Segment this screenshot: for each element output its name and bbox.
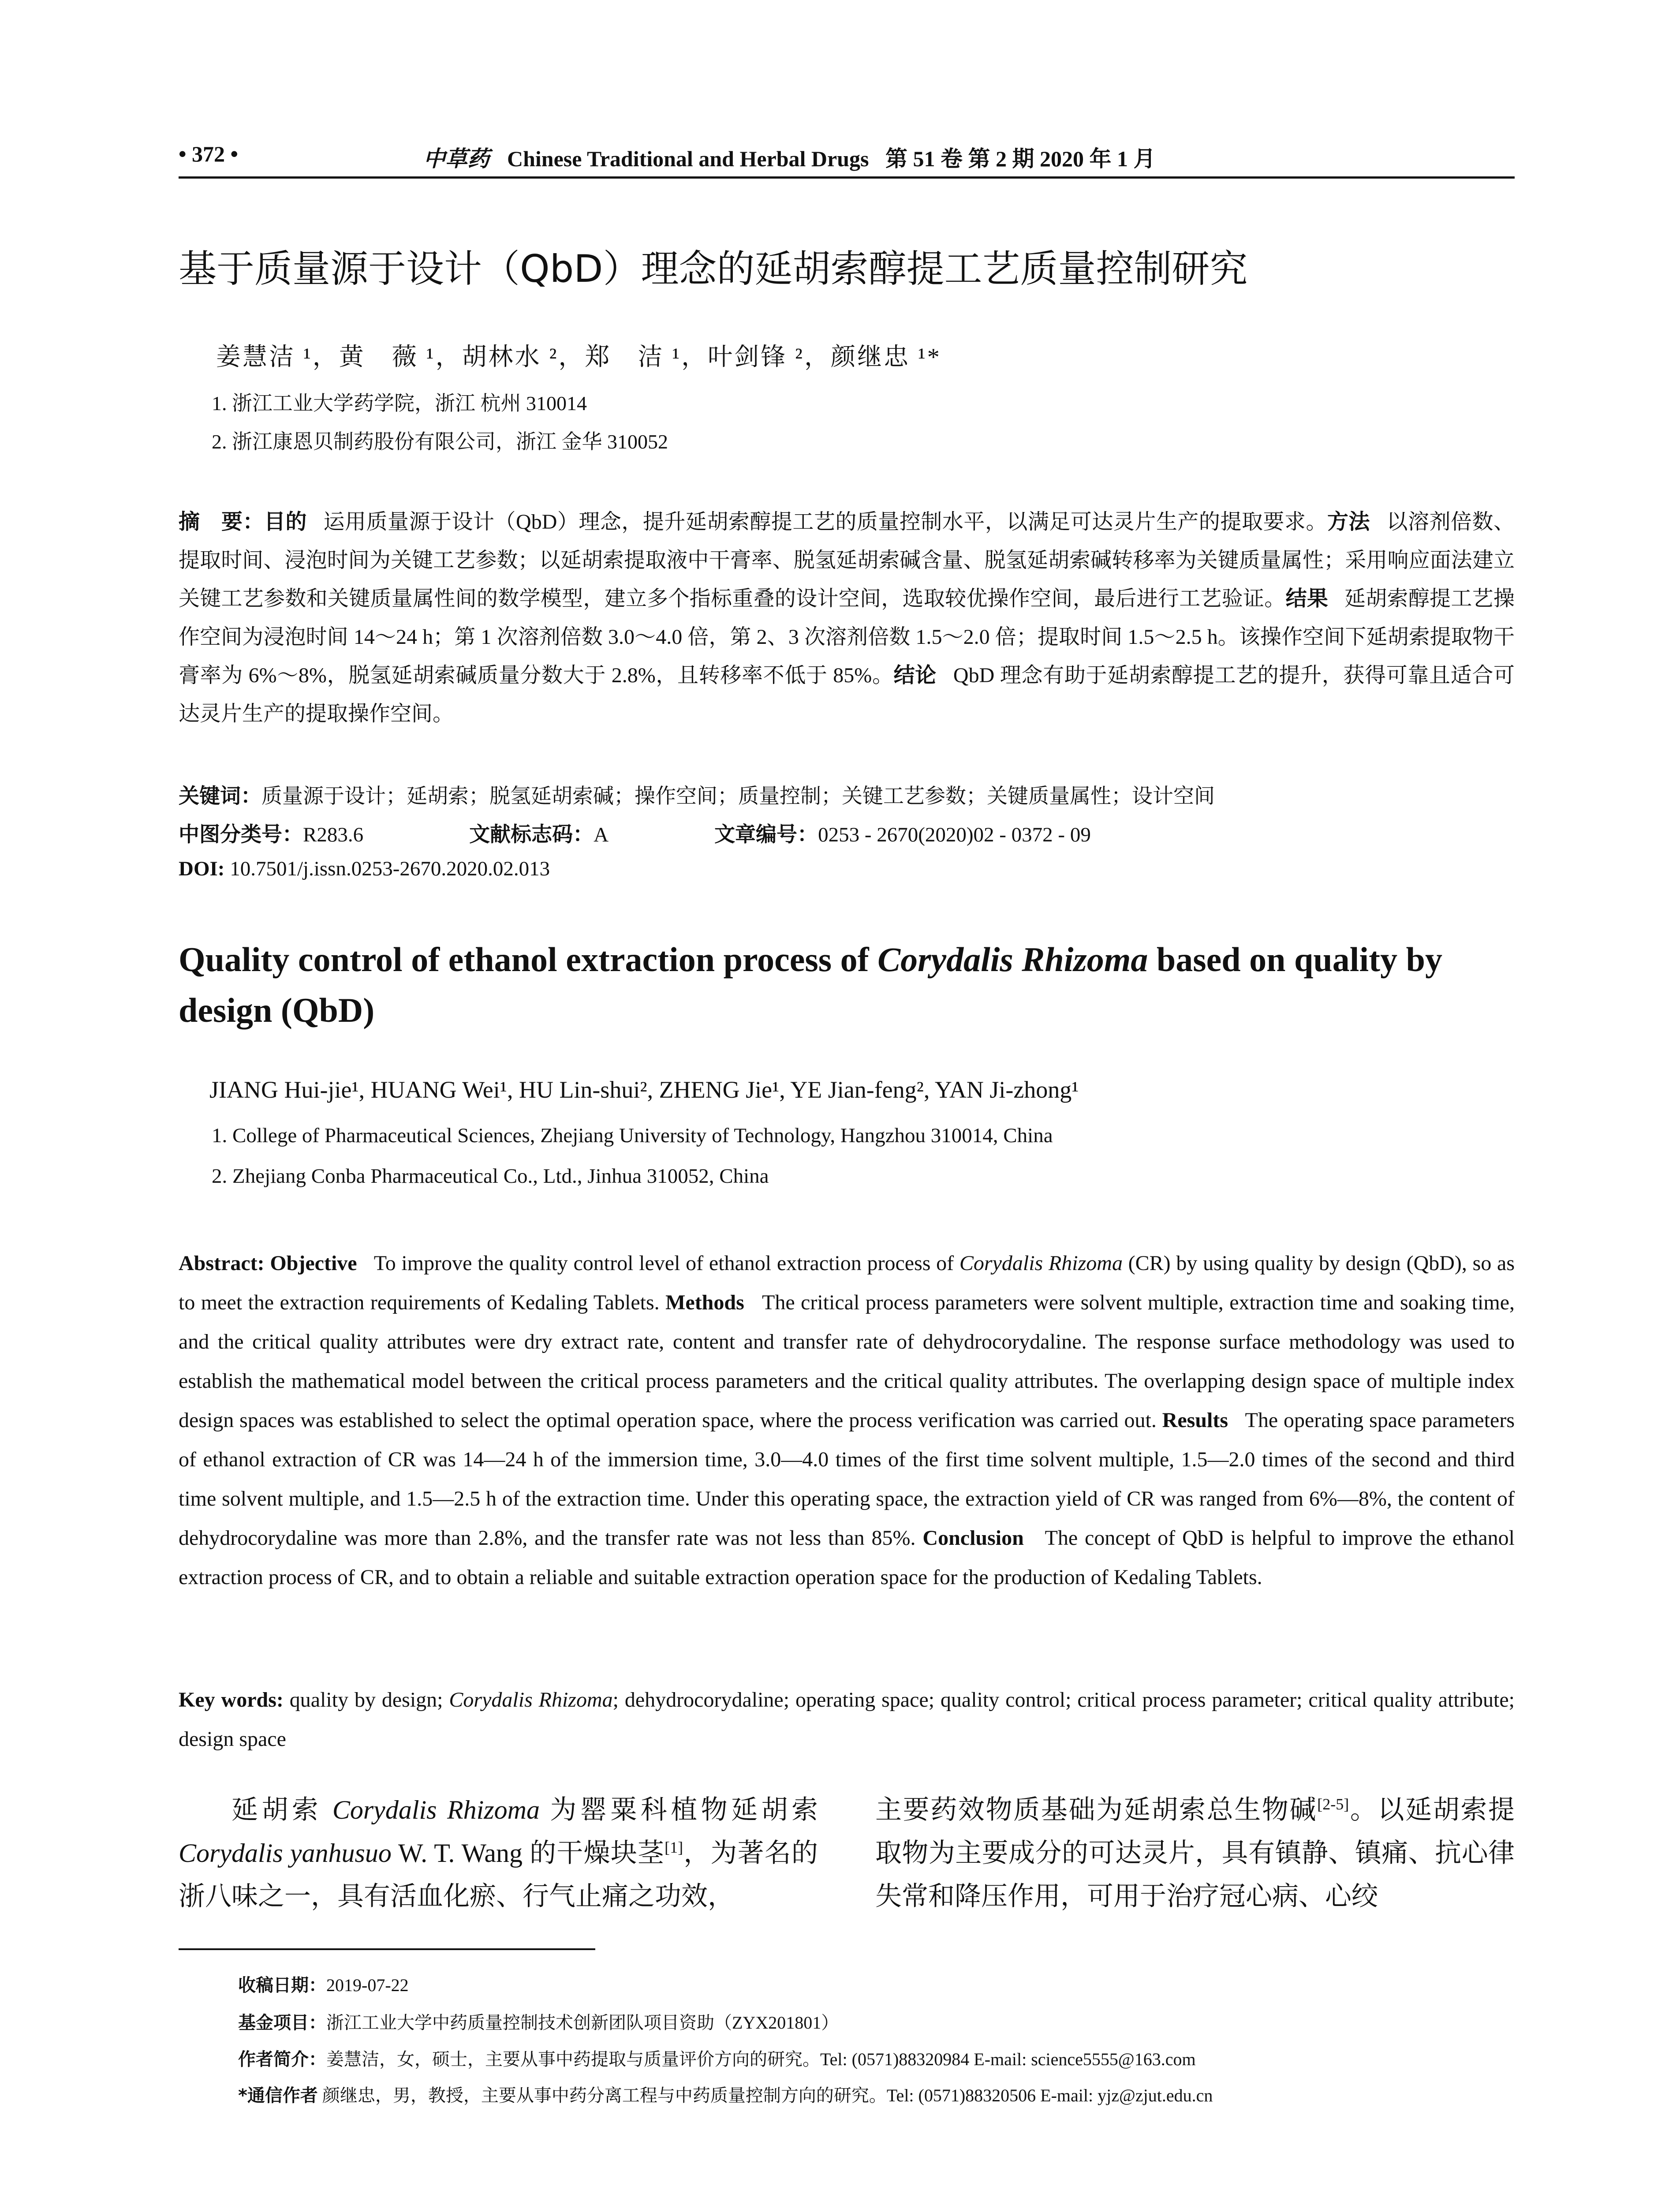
keywords-cn-text: 质量源于设计；延胡索；脱氢延胡索碱；操作空间；质量控制；关键工艺参数；关键质量属性；设计空间 — [261, 785, 1215, 808]
clc-label: 中图分类号： — [179, 822, 303, 847]
footnote-fund — [238, 2009, 839, 2034]
citation-ref-2-5[interactable]: [2-5] — [1317, 1795, 1349, 1813]
abstract-en — [179, 1244, 1515, 1597]
keywords-en-italic: Corydalis Rhizoma — [449, 1688, 613, 1712]
doc-label: 文献标志码： — [469, 822, 594, 847]
title-en-part2: based on quality by design (QbD) — [179, 940, 1442, 1029]
footnote-bio-value: 姜慧洁，女，硕士，主要从事中药提取与质量评价方向的研究。Tel: (0571)88320984 E-mail: science5555@163.com — [326, 2049, 1196, 2069]
abstract-en-objective: To improve the quality control level of ethanol extraction process of — [373, 1252, 959, 1275]
page-number: • 372 • — [179, 142, 239, 166]
abstract-en-objective-label: Objective — [270, 1252, 357, 1275]
abstract-cn-objective-label: 目的 — [264, 509, 307, 534]
body-column-left — [179, 1788, 818, 1918]
abstract-en-results-label: Results — [1162, 1409, 1228, 1432]
doi-label: DOI: — [179, 857, 225, 880]
running-header — [179, 141, 1515, 176]
footnote-author-bio — [238, 2045, 1196, 2070]
footnote-received-label: 收稿日期： — [238, 1975, 326, 1996]
keywords-en-text-cont: ; dehydrocorydaline; operating space; quality control; critical process parameter; critical quality attribute; design space — [179, 1688, 1515, 1751]
title-en-part1: Quality control of ethanol extraction process of — [179, 940, 878, 979]
abstract-en-methods: The critical process parameters were solvent multiple, extraction time and soaking time, and the critical quality attributes were dry extract rate, content and transfer rate of dehydrocorydaline. The response surface methodology was used to establish the mathematical model between the critical process parameters and the critical quality attributes. The overlapping design space of multiple index design spaces was established to select the optimal operation space, where the process verification was carried out. — [179, 1291, 1515, 1432]
doc-code — [469, 823, 661, 846]
journal-name-cn: 中草药 — [423, 146, 489, 172]
doi-link[interactable]: 10.7501/j.issn.0253-2670.2020.02.013 — [230, 857, 550, 880]
footnote-bio-label: 作者简介： — [238, 2049, 326, 2070]
keywords-cn-label: 关键词： — [179, 784, 261, 808]
abstract-en-conclusion: The concept of QbD is helpful to improve the ethanol extraction process of CR, and to obtain a reliable and suitable extraction operation space for the production of Kedaling Tablets. — [179, 1526, 1515, 1589]
doc-value: A — [594, 823, 609, 846]
title-en — [179, 934, 1515, 1035]
abstract-en-results: The operating space parameters of ethanol extraction of CR was 14—24 h of the immersion time, 3.0—4.0 times of the first time solvent multiple, 1.5—2.0 times of the second and third time solvent multiple, and 1.5—2.5 h of the extraction time. Under this operating space, the extraction yield of CR was ranged from 6%—8%, the content of dehydrocorydaline was more than 2.8%, and the transfer rate was not less than 85%. — [179, 1409, 1515, 1550]
keywords-en-text: quality by design; — [289, 1688, 449, 1712]
footnote-received — [238, 1971, 409, 1996]
abstract-cn-results: 延胡索醇提工艺操作空间为浸泡时间 14～24 h；第 1 次溶剂倍数 3.0～4.0 倍，第 2、3 次溶剂倍数 1.5～2.0 倍；提取时间 1.5～2.5 h。该操作空间下延胡索提取物干膏率为 6%～8%，脱氢延胡索碱质量分数大于 2.8%，且转移率不低于 85%。 — [179, 587, 1515, 687]
journal-issue: 第 51 卷 第 2 期 2020 年 1 月 — [885, 146, 1156, 171]
abstract-en-label: Abstract: — [179, 1252, 265, 1275]
body-left-text-2: 为罂粟科植物延胡索 — [539, 1795, 818, 1824]
abstract-cn-methods: 以溶剂倍数、提取时间、浸泡时间为关键工艺参数；以延胡索提取液中干膏率、脱氢延胡索碱含量、脱氢延胡索碱转移率为关键质量属性；采用响应面法建立关键工艺参数和关键质量属性间的数学模型，建立多个指标重叠的设计空间，选取较优操作空间，最后进行工艺验证。 — [179, 510, 1515, 610]
body-column-right — [875, 1788, 1515, 1918]
abstract-en-conclusion-label: Conclusion — [922, 1526, 1024, 1550]
footnote-received-value: 2019-07-22 — [326, 1975, 409, 1995]
abstract-cn — [179, 503, 1515, 733]
affiliation-en-1: 1. College of Pharmaceutical Sciences, Zhejiang University of Technology, Hangzhou 310014, China — [212, 1124, 1053, 1147]
clc-code — [179, 823, 416, 846]
footnote-corresponding — [238, 2082, 1213, 2107]
journal-name-en: Chinese Traditional and Herbal Drugs — [507, 146, 869, 171]
article-number — [714, 823, 1144, 846]
footnote-fund-label: 基金项目： — [238, 2013, 326, 2033]
footnote-corr-value: 颜继忠，男，教授，主要从事中药分离工程与中药质量控制方向的研究。Tel: (0571)88320506 E-mail: yjz@zjut.edu.cn — [317, 2085, 1213, 2105]
body-right-text-2: 。以延胡索提取物为主要成分的可达灵片，具有镇静、镇痛、抗心律失常和降压作用，可用于治疗冠心病、心绞 — [875, 1795, 1515, 1911]
body-right-text: 主要药效物质基础为延胡索总生物碱 — [875, 1795, 1318, 1824]
abstract-cn-label: 摘 要： — [179, 509, 265, 534]
clc-value: R283.6 — [303, 823, 364, 846]
keywords-en — [179, 1680, 1515, 1759]
abstract-en-objective-cont: (CR) by using quality by design (QbD), so as to meet the extraction requirements of Kedaling Tablets. — [179, 1252, 1515, 1314]
doi-line — [179, 857, 550, 881]
footnote-fund-value: 浙江工业大学中药质量控制技术创新团队项目资助（ZYX201801） — [326, 2013, 839, 2033]
body-left-italic-1: Corydalis Rhizoma — [332, 1795, 540, 1824]
title-cn: 基于质量源于设计（QbD）理念的延胡索醇提工艺质量控制研究 — [179, 247, 1248, 291]
header-rule — [179, 176, 1515, 179]
body-left-text-3: W. T. Wang 的干燥块茎 — [391, 1839, 665, 1868]
abstract-cn-objective: 运用质量源于设计（QbD）理念，提升延胡索醇提工艺的质量控制水平，以满足可达灵片生产的提取要求。 — [323, 510, 1327, 534]
authors-cn: 姜慧洁 ¹，黄 薇 ¹，胡林水 ²，郑 洁 ¹，叶剑锋 ²，颜继忠 ¹* — [216, 344, 941, 371]
body-left-text: 延胡索 — [231, 1795, 332, 1824]
authors-en: JIANG Hui-jie¹, HUANG Wei¹, HU Lin-shui², ZHENG Jie¹, YE Jian-feng², YAN Ji-zhong¹ — [209, 1076, 1079, 1103]
affiliation-en-2: 2. Zhejiang Conba Pharmaceutical Co., Ltd., Jinhua 310052, China — [212, 1165, 769, 1188]
abstract-cn-conclusion: QbD 理念有助于延胡索醇提工艺的提升，获得可靠且适合可达灵片生产的提取操作空间。 — [179, 664, 1515, 725]
footnote-corr-label: *通信作者 — [238, 2085, 318, 2106]
abstract-en-objective-italic: Corydalis Rhizoma — [959, 1252, 1123, 1275]
article-label: 文章编号： — [714, 822, 818, 847]
abstract-cn-conclusion-label: 结论 — [893, 663, 937, 688]
citation-ref-1[interactable]: [1] — [665, 1839, 683, 1856]
body-left-text-4: ，为著名的浙八味之一，具有活血化瘀、行气止痛之功效， — [179, 1839, 818, 1911]
body-left-italic-2: Corydalis yanhusuo — [179, 1839, 392, 1868]
title-en-italic: Corydalis Rhizoma — [877, 940, 1148, 979]
abstract-en-methods-label: Methods — [665, 1291, 744, 1314]
abstract-cn-methods-label: 方法 — [1327, 509, 1370, 534]
classification-line — [179, 818, 1197, 848]
journal-line — [423, 141, 1155, 173]
affiliation-cn-2: 2. 浙江康恩贝制药股份有限公司，浙江 金华 310052 — [212, 430, 668, 453]
footnote-rule — [179, 1948, 595, 1950]
article-value: 0253 - 2670(2020)02 - 0372 - 09 — [818, 823, 1091, 846]
keywords-cn — [179, 780, 1215, 809]
keywords-en-label: Key words: — [179, 1688, 284, 1712]
abstract-cn-results-label: 结果 — [1285, 586, 1329, 611]
affiliation-cn-1: 1. 浙江工业大学药学院，浙江 杭州 310014 — [212, 392, 587, 415]
